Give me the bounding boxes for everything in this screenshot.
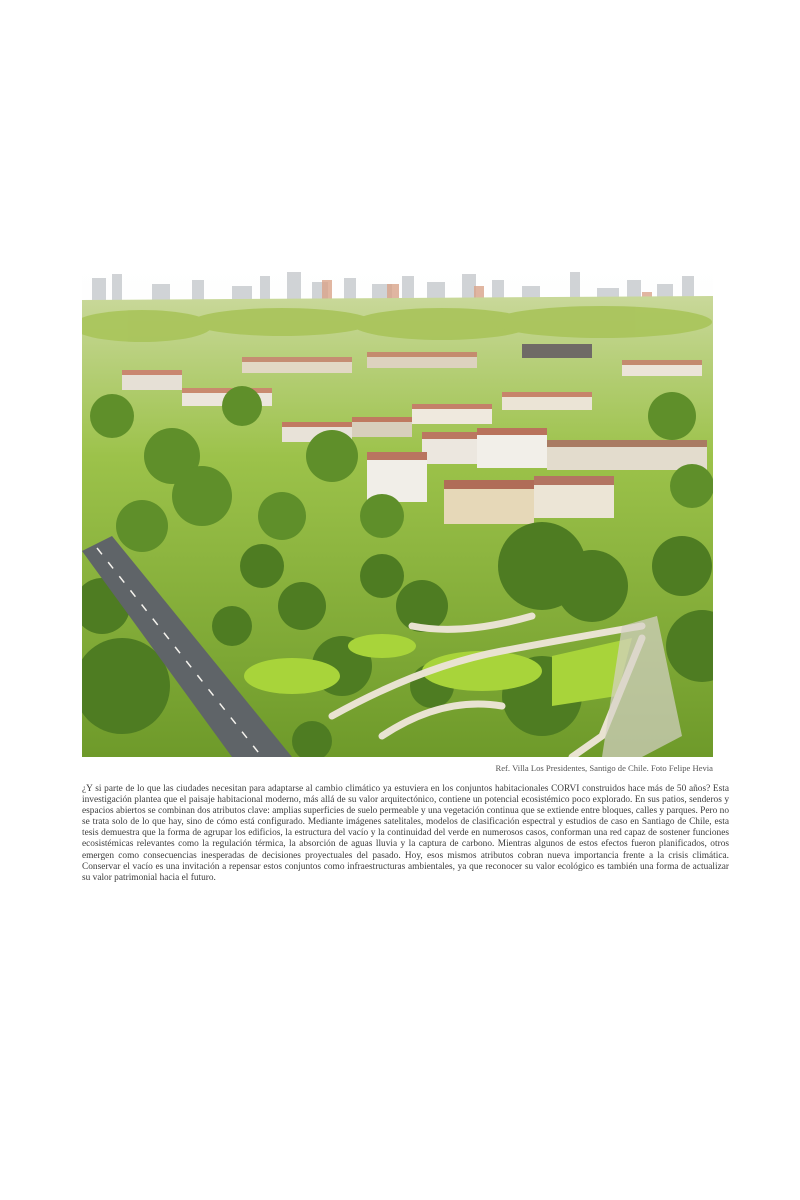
body-paragraph: ¿Y si parte de lo que las ciudades necesitan para adaptarse al cambio climático ya estuviera en los conjuntos habitacionales CORVI construidos hace más de 50 años? Esta investigación plantea que el paisaje habitacional moderno, más allá de su valor arquitectónico, contiene un potencial ecosistémico poco explorado. En sus patios, senderos y espacios abiertos se combinan dos atributos clave: amplias superficies de suelo permeable y una vegetación continua que se extiende entre bloques, calles y parques. Pero no se trata solo de lo que hay, sino de cómo está configurado. Mediante imágenes satelitales, modelos de clasificación espectral y estudios de caso en Santiago de Chile, esta tesis demuestra que la forma de agrupar los edificios, la estructura del vacío y la continuidad del verde en numerosos casos, conforman una red capaz de sostener funciones ecosistémicas relevantes como la regulación térmica, la absorción de aguas lluvia y la captura de carbono. Mientras algunos de estos efectos fueron planificados, otros emergen como consecuencias inesperadas de decisiones proyectuales del pasado. Hoy, esos mismos atributos cobran nueva importancia frente a la crisis climática. Conservar el vacío es una invitación a repensar estos conjuntos como infraestructuras ambientales, ya que reconocer su valor ecológico es también una forma de actualizar su valor patrimonial hacia el futuro. bbox=[82, 784, 729, 883]
aerial-photo bbox=[82, 266, 713, 757]
aerial-photo-illustration bbox=[82, 266, 713, 757]
photo-caption: Ref. Villa Los Presidentes, Santigo de Chile. Foto Felipe Hevia bbox=[495, 763, 713, 773]
